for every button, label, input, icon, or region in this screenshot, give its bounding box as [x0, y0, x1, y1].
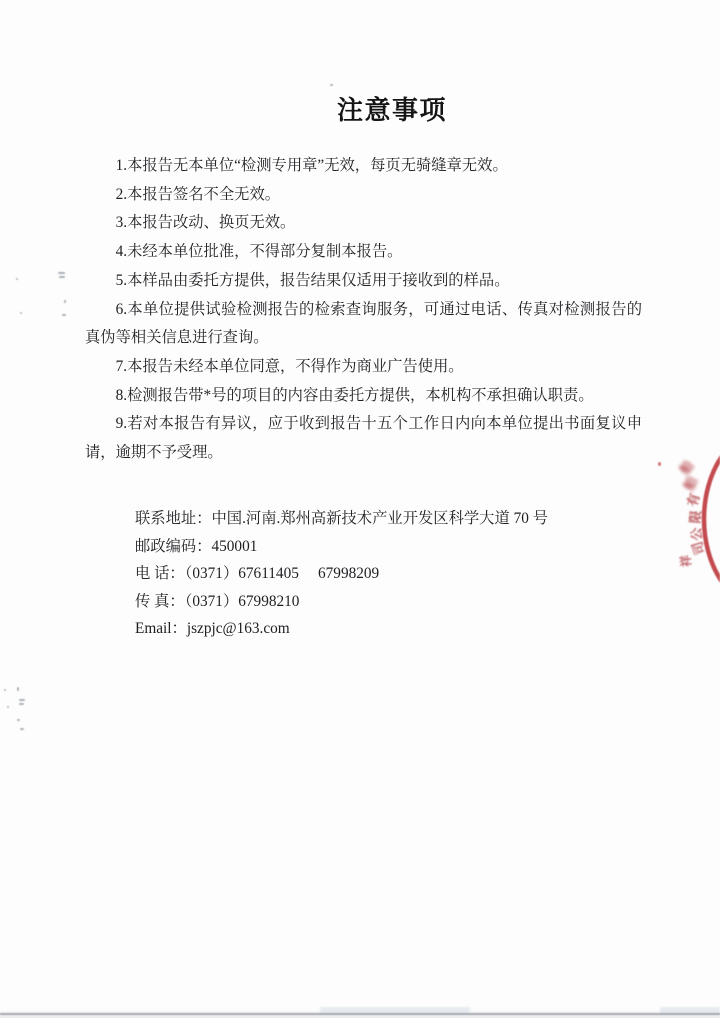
contact-email-line: Email：jszpjc@163.com	[135, 620, 290, 638]
seal-inner-character: 祥	[678, 554, 694, 568]
note-item: 7.本报告未经本单位同意，不得作为商业广告使用。	[115, 357, 464, 375]
contact-postcode-line: 邮政编码：450001	[135, 537, 258, 555]
scan-speck	[64, 300, 66, 303]
note-item: 5.本样品由委托方提供，报告结果仅适用于接收到的样品。	[115, 271, 510, 289]
scan-speck	[19, 703, 24, 705]
note-item: 8.检测报告带*号的项目的内容由委托方提供，本机构不承担确认职责。	[115, 386, 594, 404]
seal-arc-character: 船	[676, 457, 697, 478]
contact-phone-line: 电 话：（0371）67611405 67998209	[135, 565, 380, 583]
contact-block	[135, 505, 615, 643]
notes-list	[85, 152, 642, 468]
note-item: 4.未经本单位批准，不得部分复制本报告。	[115, 243, 403, 261]
seal-ink-speck	[658, 462, 661, 466]
scan-speck	[58, 272, 65, 274]
scan-speck	[330, 84, 333, 86]
scan-speck	[17, 687, 19, 691]
contact-fax-line: 传 真：（0371）67998210	[135, 592, 300, 610]
note-item: 2.本报告签名不全无效。	[115, 185, 281, 203]
scan-speck	[19, 699, 25, 701]
scan-speck	[16, 278, 18, 280]
scan-speck	[17, 719, 20, 721]
scan-speck	[20, 728, 24, 730]
scan-speck	[62, 314, 66, 316]
note-item: 3.本报告改动、换页无效。	[115, 214, 296, 232]
scan-speck	[20, 312, 22, 314]
seal-arc-character: 公	[688, 526, 705, 542]
seal-arc-character: 司	[689, 539, 708, 557]
page-title: 注意事项	[336, 96, 447, 125]
contact-address-line: 联系地址：中国.河南.郑州高新技术产业开发区科学大道 70 号	[135, 510, 549, 527]
seal-arc-character: 舶	[680, 474, 701, 493]
scan-speck	[4, 689, 6, 691]
scan-bottom-line	[0, 1013, 720, 1016]
seal-arc-character: 限	[687, 509, 704, 525]
note-item: 6.本单位提供试验检测报告的检索查询服务，可通过电话、传真对检测报告的真伪等相关信息进行查询。	[85, 300, 642, 347]
seal-arc-character: 有	[684, 491, 703, 509]
scan-speck	[59, 276, 65, 278]
note-item: 1.本报告无本单位“检测专用章”无效，每页无骑缝章无效。	[115, 157, 508, 174]
note-item: 9.若对本报告有异议，应于收到报告十五个工作日内向本单位提出书面复议申请，逾期不予受理。	[85, 415, 642, 462]
scan-speck	[7, 706, 9, 708]
